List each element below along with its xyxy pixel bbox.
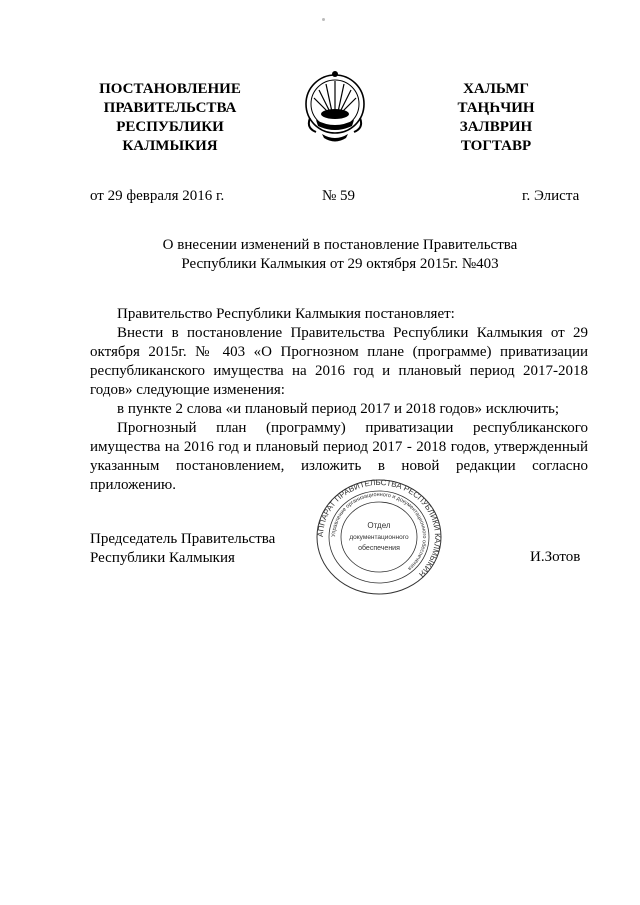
- header-russian: [70, 80, 270, 156]
- title-line: О внесении изменений в постановление Правительства: [162, 237, 518, 253]
- kalmykia-emblem-icon: [302, 68, 368, 146]
- document-city: г. Элиста: [522, 188, 580, 204]
- stamp-center-line: документационного: [349, 534, 409, 541]
- header-kalm-line: ХАЛЬМГ: [463, 81, 529, 97]
- signature-position: [90, 530, 275, 568]
- header-ru-line: КАЛМЫКИЯ: [122, 138, 218, 154]
- header-kalm-line: ЗАЛВРИН: [459, 119, 533, 135]
- document-title: [90, 236, 590, 274]
- stamp-center-line: Отдел: [367, 521, 391, 530]
- body-paragraph: Правительство Республики Калмыкия постановляет:: [117, 306, 455, 322]
- body-paragraph: Прогнозный план (программу) приватизации республиканского имущества на 2016 год и плановый период 2017 - 2018 годов, утвержденный указанным постановлением, изложить в новой редакции согласно приложению.: [90, 420, 588, 493]
- document-body: [90, 305, 588, 495]
- header-kalm-line: ТАҢҺЧИН: [457, 100, 535, 116]
- signature-position-line: Республики Калмыкия: [90, 550, 235, 566]
- title-line: Республики Калмыкия от 29 октября 2015г. №403: [181, 256, 499, 272]
- signature-position-line: Председатель Правительства: [90, 531, 276, 547]
- header-kalm-line: ТОГТАВР: [460, 138, 532, 154]
- svg-text:Управление организационного и: [331, 492, 427, 571]
- scan-dot: [322, 18, 325, 21]
- stamp-outer-text: АППАРАТ ПРАВИТЕЛЬСТВА РЕСПУБЛИКИ КАЛМЫКИЯ: [315, 478, 443, 579]
- signer-name: И.Зотов: [530, 549, 581, 565]
- header-kalmyk: [436, 80, 556, 156]
- body-paragraph: Внести в постановление Правительства Республики Калмыкия от 29 октября 2015г. № 403 «О Прогнозном плане (программе) приватизации республиканского имущества на 2016 год и плановый период 2017-2018 годов» следующие изменения:: [90, 325, 588, 398]
- official-stamp: [315, 478, 443, 596]
- header-ru-line: ПОСТАНОВЛЕНИЕ: [99, 81, 241, 97]
- header-ru-line: РЕСПУБЛИКИ: [116, 119, 224, 135]
- stamp-center-line: обеспечения: [358, 545, 400, 552]
- document-date: от 29 февраля 2016 г.: [90, 188, 225, 204]
- header-ru-line: ПРАВИТЕЛЬСТВА: [103, 100, 237, 116]
- stamp-inner-ring-text: Управление организационного и документационного обеспечения: [330, 491, 428, 572]
- document-number: № 59: [322, 188, 356, 204]
- body-paragraph: в пункте 2 слова «и плановый период 2017 и 2018 годов» исключить;: [117, 401, 560, 417]
